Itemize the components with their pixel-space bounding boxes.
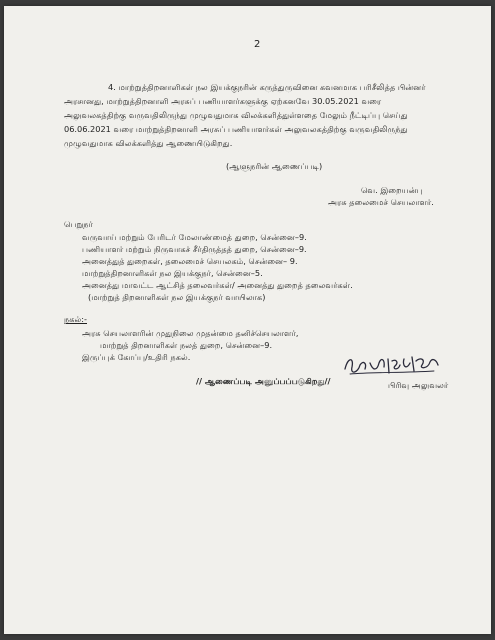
signatory-title: அரசு தலைமைச் செயலாளர். [328, 197, 434, 207]
signatory-name: வெ. இறையன்பு [361, 185, 423, 195]
paragraph-line: 06.06.2021 வரை மாற்றுத்திறனாளி அரசுப் பணியாளர்கள் அலுவலகத்திற்கு வருவதிலிருந்து [64, 124, 408, 134]
copy-item: அரசு செயலாளரின் முதுநிலை முதன்மை தனிச்செயலாளர், [82, 328, 299, 338]
paragraph-line: முழுவதுமாக விலக்களித்து ஆணையிடுகிறது. [64, 138, 233, 148]
recipient-item: பணியாளர் மற்றும் நிருவாகச் சீர்திருத்தத் துறை, சென்னை–9. [82, 244, 307, 254]
recipient-item: மாற்றுத்திறனாளிகள் நல இயக்குநர், சென்னை–5. [82, 268, 263, 278]
recipient-item: அனைத்து மாவட்ட ஆட்சித் தலைவர்கள்/ அனைத்து துறைத் தலைவர்கள். [82, 280, 353, 290]
paragraph-line: அலுவலகத்திற்கு வருவதிலிருந்து முழுவதுமாக விலக்களித்துள்ளதை மேலும் நீட்டிப்பு செய்து [64, 110, 408, 120]
section-officer-label: பிரிவு அலுவலர் [388, 380, 449, 390]
governor-order-line: (ஆளுநரின் ஆணைப்படி) [226, 161, 323, 171]
copy-heading: நகல்:- [64, 314, 87, 324]
copy-item: இருப்புக் கோப்பு/உதிரி நகல். [82, 352, 191, 362]
recipient-item: வருவாய் மற்றும் பேரிடர் மேலாண்மைத் துறை, சென்னை–9. [82, 232, 307, 242]
recipient-item: (மாற்றுத் திறனாளிகள் நல இயக்குநர் வாயிலாக) [88, 292, 266, 302]
recipients-heading: பெறுநர் [64, 219, 93, 229]
paragraph-line: அரசானது, மாற்றுத்திறனாளி அரசுப் பணியாளர்களுக்கு ஏற்கனவே 30.05.2021 வரை [64, 96, 382, 106]
page-number: 2 [254, 39, 261, 50]
copy-item: மாற்றுத் திறனாளிகள் நலத் துறை, சென்னை–9. [100, 340, 273, 350]
document-page [4, 6, 491, 634]
handwritten-signature [342, 351, 442, 381]
recipient-item: அனைத்துத் துறைகள், தலைமைச் செயலகம், சென்னை– 9. [82, 256, 298, 266]
forwarded-line: // ஆணைப்படி அனுப்பப்படுகிறது// [196, 376, 331, 386]
paragraph-line: 4. மாற்றுத்திறனாளிகள் நல இயக்குநரின் கருத்துருவினை கவனமாக பரிசீலித்த பின்னர் [108, 82, 426, 92]
